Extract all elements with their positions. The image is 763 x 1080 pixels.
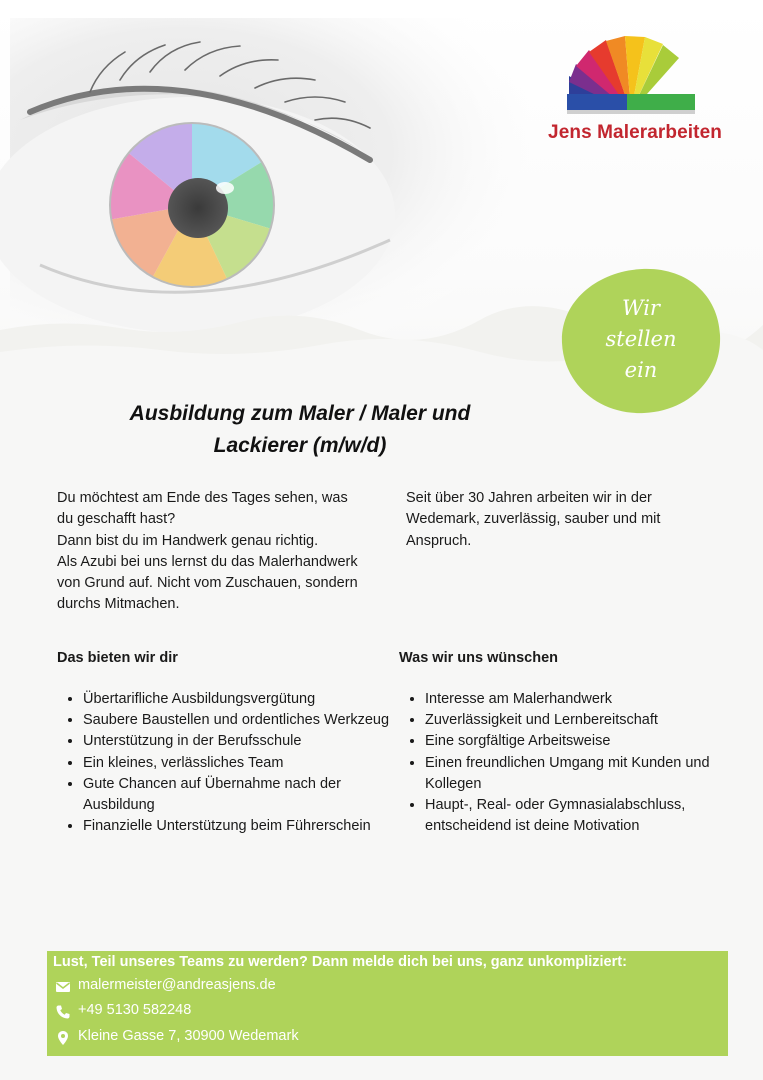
page-title: [60, 398, 540, 462]
intro-line: Du möchtest am Ende des Tages sehen, was: [57, 490, 348, 506]
hiring-badge: [560, 265, 722, 415]
list-item: • Zuverlässigkeit und Lernbereitschaft: [425, 710, 735, 731]
badge-text: [560, 293, 722, 386]
intro-right-text: Seit über 30 Jahren arbeiten wir in der Wedemark, zuverlässig, sauber und mit Anspruch.: [406, 490, 661, 549]
company-logo: [545, 36, 725, 151]
list-item: • Haupt-, Real- oder Gymnasialabschluss, entscheidend ist deine Motivation: [425, 795, 735, 837]
intro-line: Dann bist du im Handwerk genau richtig.: [57, 532, 319, 549]
list-item: • Saubere Baustellen und ordentliches Werkzeug: [83, 710, 393, 731]
list-item: • Finanzielle Unterstützung beim Führerschein: [83, 816, 393, 837]
logo-text: Jens Malerarbeiten: [548, 122, 722, 143]
contact-box: [47, 951, 728, 1056]
offer-heading: Das bieten wir dir: [57, 650, 178, 666]
badge-line-3: ein: [624, 358, 658, 382]
list-item: • Einen freundlichen Umgang mit Kunden und Kollegen: [425, 753, 735, 795]
badge-line-2: stellen: [605, 327, 677, 351]
intro-line: durchs Mitmachen.: [57, 596, 180, 613]
list-item: • Ein kleines, verlässliches Team: [83, 753, 393, 774]
intro-line: Als Azubi bei uns lernst du das Malerhandwerk: [57, 553, 358, 570]
list-item: • Eine sorgfältige Arbeitsweise: [425, 731, 735, 752]
list-item: • Interesse am Malerhandwerk: [425, 689, 735, 710]
contact-address: Kleine Gasse 7, 30900 Wedemark: [78, 1028, 299, 1044]
wishes-heading: Was wir uns wünschen: [399, 650, 558, 666]
intro-line: du geschafft hast?: [57, 511, 176, 528]
contact-email[interactable]: malermeister@andreasjens.de: [78, 977, 276, 993]
list-item: • Übertarifliche Ausbildungsvergütung: [83, 689, 393, 710]
wishes-list: [399, 689, 735, 837]
list-item: • Gute Chancen auf Übernahme nach der Ausbildung: [83, 774, 393, 816]
contact-phone[interactable]: +49 5130 582248: [78, 1002, 192, 1018]
contact-heading: Lust, Teil unseres Teams zu werden? Dann melde dich bei uns, ganz unkompliziert:: [53, 954, 627, 970]
badge-line-1: Wir: [622, 296, 660, 320]
title-line-1: Ausbildung zum Maler / Maler und: [129, 402, 471, 425]
color-fan-logo: [563, 36, 703, 118]
mail-icon: [55, 979, 71, 995]
intro-left-text: [57, 488, 387, 616]
intro-line: von Grund auf. Nicht vom Zuschauen, sondern: [57, 575, 358, 592]
offer-list: [57, 689, 393, 837]
title-line-2: Lackierer (m/w/d): [213, 434, 387, 457]
list-item: • Unterstützung in der Berufsschule: [83, 731, 393, 752]
phone-icon: [55, 1004, 71, 1020]
location-pin-icon: [55, 1030, 71, 1046]
